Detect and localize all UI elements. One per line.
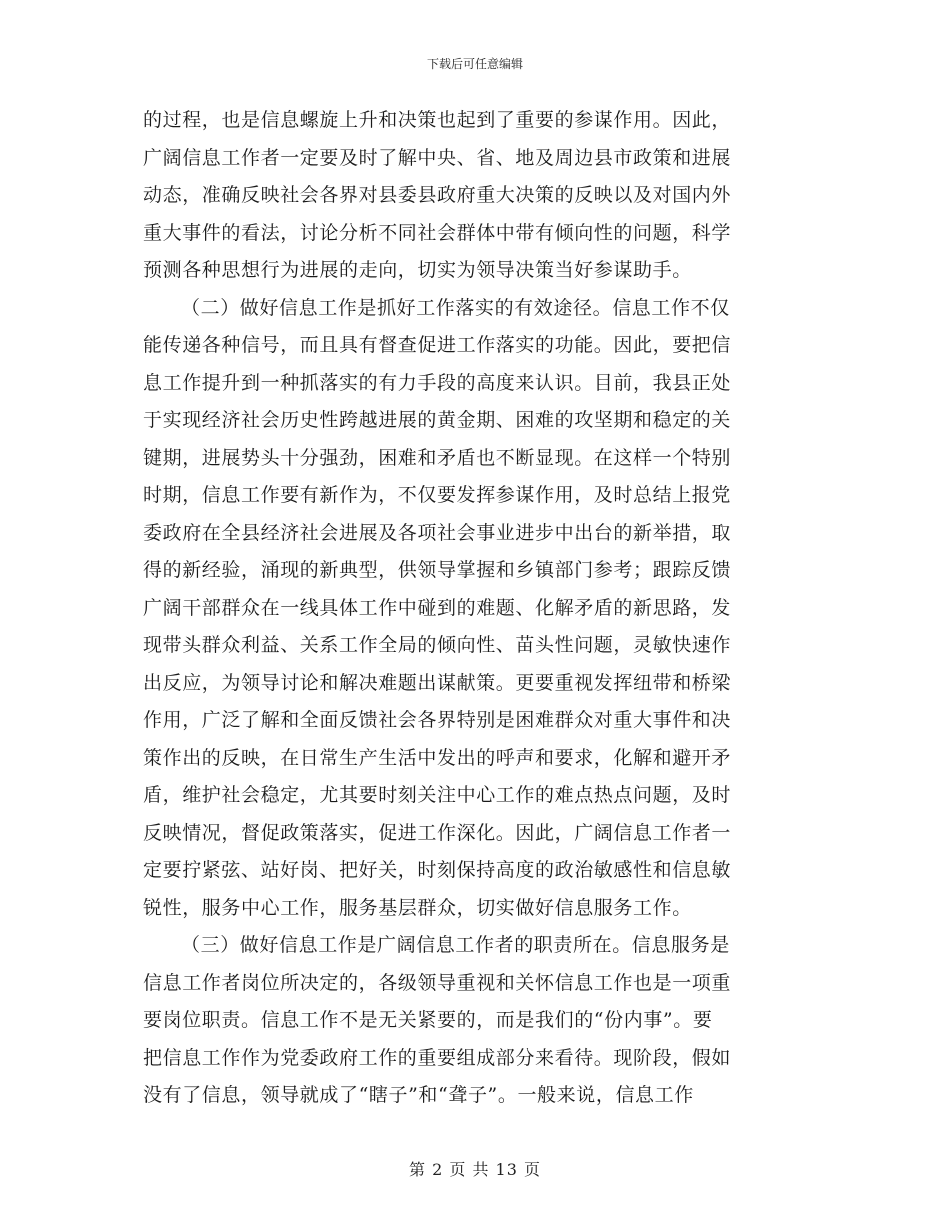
page-header-note: 下载后可任意编辑: [426, 57, 523, 71]
text-line: 把信息工作作为党委政府工作的重要组成部分来看待。现阶段，假如: [143, 1046, 732, 1069]
text-line: 重大事件的看法，讨论分析不同社会群体中带有倾向性的问题，科学: [143, 221, 732, 244]
page-number-footer: 第 2 页 共 13 页: [409, 1160, 541, 1179]
text-line: 没有了信息，领导就成了“瞎子”和“聋子”。一般来说，信息工作: [143, 1084, 694, 1106]
text-line: 时期，信息工作要有新作为，不仅要发挥参谋作用，及时总结上报党: [143, 484, 732, 506]
text-line: 广阔干部群众在一线具体工作中碰到的难题、化解矛盾的新思路，发: [143, 596, 732, 619]
text-line: 定要拧紧弦、站好岗、把好关，时刻保持高度的政治敏感性和信息敏: [143, 859, 732, 881]
text-line: 委政府在全县经济社会进展及各项社会事业进步中出台的新举措，取: [143, 521, 732, 544]
text-line: 键期，进展势头十分强劲，困难和矛盾也不断显现。在这样一个特别: [143, 446, 732, 469]
text-line: 策作出的反映，在日常生产生活中发出的呼声和要求，化解和避开矛: [143, 746, 732, 769]
text-line: 出反应，为领导讨论和解决难题出谋献策。更要重视发挥纽带和桥梁: [143, 671, 732, 694]
text-line: 盾，维护社会稳定，尤其要时刻关注中心工作的难点热点问题，及时: [143, 784, 732, 806]
text-line: 锐性，服务中心工作，服务基层群众，切实做好信息服务工作。: [143, 896, 692, 919]
text-line: 的过程，也是信息螺旋上升和决策也起到了重要的参谋作用。因此，: [143, 109, 732, 131]
text-line: 要岗位职责。信息工作不是无关紧要的，而是我们的“份内事”。要: [143, 1009, 713, 1031]
text-line: 动态，准确反映社会各界对县委县政府重大决策的反映以及对国内外: [143, 184, 732, 206]
text-line: 预测各种思想行为进展的走向，切实为领导决策当好参谋助手。: [143, 259, 692, 281]
text-line: 息工作提升到一种抓落实的有力手段的高度来认识。目前，我县正处: [143, 371, 732, 394]
text-line: 得的新经验，涌现的新典型，供领导掌握和乡镇部门参考；跟踪反馈: [143, 559, 732, 581]
text-line: （三）做好信息工作是广阔信息工作者的职责所在。信息服务是: [181, 934, 730, 956]
text-line: （二）做好信息工作是抓好工作落实的有效途径。信息工作不仅: [181, 296, 730, 319]
text-line: 反映情况，督促政策落实，促进工作深化。因此，广阔信息工作者一: [143, 821, 732, 844]
text-line: 广阔信息工作者一定要及时了解中央、省、地及周边县市政策和进展: [143, 146, 732, 169]
text-line: 作用，广泛了解和全面反馈社会各界特别是困难群众对重大事件和决: [143, 709, 732, 731]
text-line: 能传递各种信号，而且具有督查促进工作落实的功能。因此，要把信: [143, 334, 732, 356]
text-line: 现带头群众利益、关系工作全局的倾向性、苗头性问题，灵敏快速作: [143, 634, 732, 656]
text-line: 于实现经济社会历史性跨越进展的黄金期、困难的攻坚期和稳定的关: [143, 409, 732, 431]
document-body: [143, 102, 809, 1115]
text-line: 信息工作者岗位所决定的，各级领导重视和关怀信息工作也是一项重: [143, 971, 732, 994]
